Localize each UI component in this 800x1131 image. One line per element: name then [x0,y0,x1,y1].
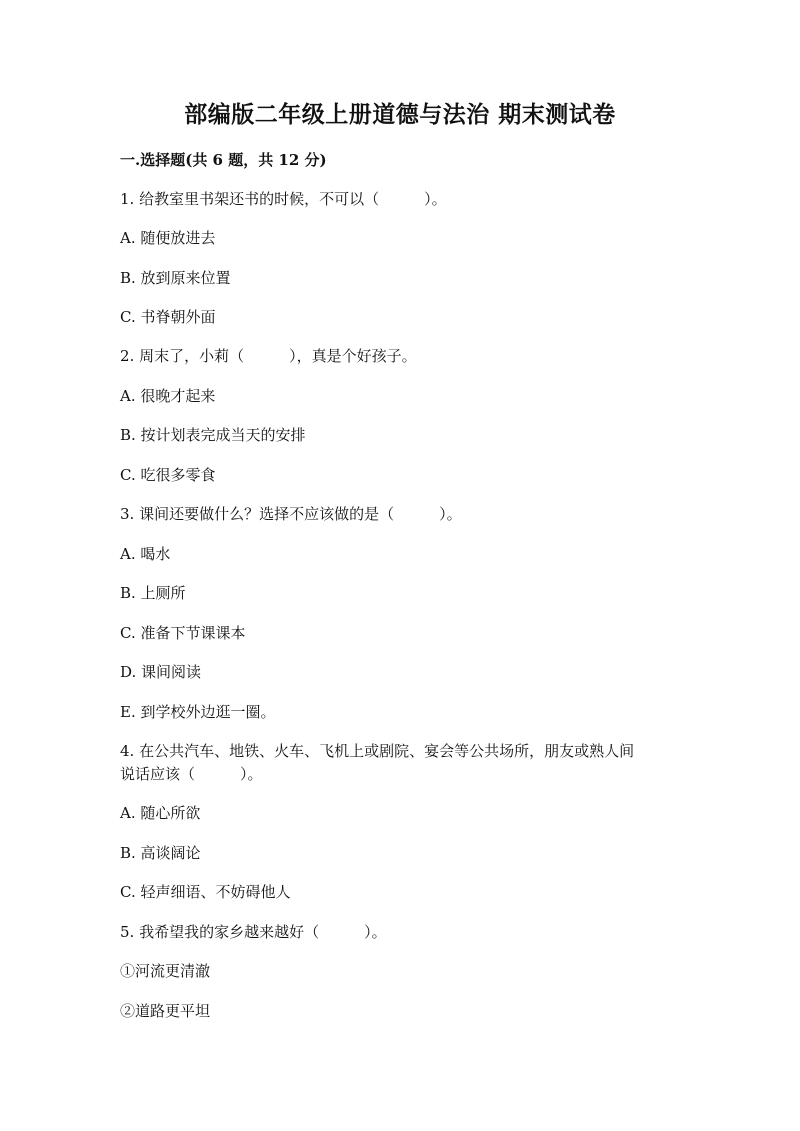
question-1-stem: 1. 给教室里书架还书的时候，不可以（ ）。 [120,190,447,208]
question-3-option-b: B. 上厕所 [120,584,186,602]
question-1-option-c: C. 书脊朝外面 [120,308,216,326]
question-3-option-c: C. 准备下节课课本 [120,624,246,642]
exam-title: 部编版二年级上册道德与法治 期末测试卷 [184,101,616,128]
question-1-option-a: A. 随便放进去 [120,229,216,247]
question-2-option-a: A. 很晚才起来 [120,387,216,405]
question-4-stem-line-1: 4. 在公共汽车、地铁、火车、飞机上或剧院、宴会等公共场所，朋友或熟人间 [120,742,635,760]
question-2-stem: 2. 周末了，小莉（ ），真是个好孩子。 [120,347,417,365]
question-5-stem: 5. 我希望我的家乡越来越好（ ）。 [120,923,387,941]
question-2-option-c: C. 吃很多零食 [120,466,216,484]
question-5-option-1: ①河流更清澈 [120,962,211,980]
question-3-option-e: E. 到学校外边逛一圈。 [120,703,276,721]
question-3-option-a: A. 喝水 [120,545,171,563]
question-4-option-a: A. 随心所欲 [120,804,201,822]
question-4-option-b: B. 高谈阔论 [120,844,201,862]
question-5-option-2: ②道路更平坦 [120,1002,211,1020]
question-4-option-c: C. 轻声细语、不妨碍他人 [120,883,291,901]
question-4-stem-line-2: 说话应该（ ）。 [120,765,263,783]
question-1-option-b: B. 放到原来位置 [120,269,231,287]
question-3-stem: 3. 课间还要做什么？选择不应该做的是（ ）。 [120,505,462,523]
question-3-option-d: D. 课间阅读 [120,663,202,681]
question-2-option-b: B. 按计划表完成当天的安排 [120,426,306,444]
section-heading: 一.选择题(共 6 题，共 12 分) [120,151,327,169]
